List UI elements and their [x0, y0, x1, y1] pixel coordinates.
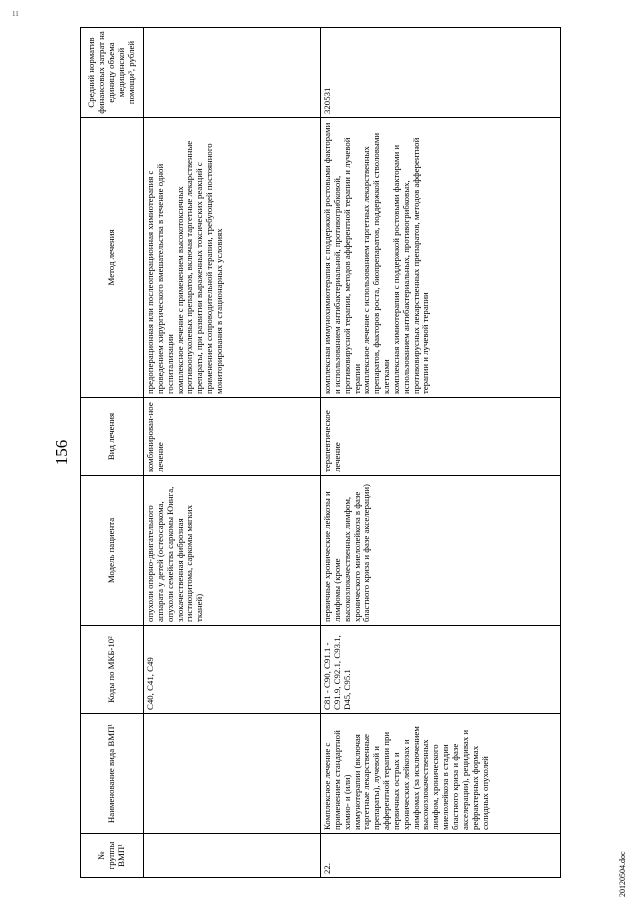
header-treatment-type: Вид лечения — [81, 398, 144, 476]
table-row — [321, 28, 561, 878]
cell-group-number: 22. — [321, 834, 561, 878]
cell-icd-codes: С81 - С90, С91.1 - С91.9, С92.1, С93.1, D45, С95.1 — [321, 626, 561, 714]
method-paragraph: комплексное лечение с применением высокотоксичных противоопухолевых препаратов, включая таргетные лекарственные препараты, при развитии выраженных токсических реакций с применением сопроводительной терапии, требующей постоянного мониторирования в стационарных условиях — [174, 140, 224, 394]
cell-patient-model: опухоли опорно-двигательного аппарата у детей (остеосаркома, опухоли семейства саркомы Юинга, злокачественная фиброзная гистиоцитома, саркомы мягких тканей) — [144, 476, 321, 626]
method-paragraph: предоперационная или послеоперационная химиотерапия с проведением хирургического вмешательства в течение одной госпитализации — [145, 163, 175, 394]
table-row — [144, 28, 321, 878]
cell-vmp-name: Комплексное лечение с применением стандартной химио- и (или) иммунотерапии (включая таргетные лекарственные препараты), лучевой и афферентной терапии при первичных острых и хронических лейкозах и лимфомах (за исключением высокозлокачественных лимфом, хронического миелолейкоза в стадии бластного криза и фазе акселерации), рецидивах и рефрактерных формах солидных опухолей — [321, 714, 561, 834]
cell-treatment-method — [144, 118, 321, 398]
cell-icd-codes: С40, С41, С49 — [144, 626, 321, 714]
page-number: 156 — [52, 439, 71, 466]
header-cost-norm: Средний норматив финансовых затрат на единицу объема медицинской помощи³, рублей — [81, 28, 144, 118]
cell-group-number — [144, 834, 321, 878]
top-corner-mark: 11 — [12, 10, 19, 18]
method-paragraph: комплексное лечение с использованием таргетных лекарственных препаратов, факторов роста, биопрепаратов, поддержкой стволовыми клетками — [361, 132, 392, 394]
table-header-row — [81, 28, 144, 878]
method-paragraph: комплексная иммунохимиотерапия с поддержкой ростовыми факторами и использованием антибактериальной, противогрибковой, противовирусной терапии, методов афферентной терапии и лучевой терапии — [322, 122, 362, 394]
method-paragraph: комплексная химиотерапия с поддержкой ростовыми факторами и использованием антибактериальных, противогрибковых, противовирусных лекарственных препаратов, методов афферентной терапии и лучевой терапии — [390, 137, 431, 394]
document-filename: 20120504.doc — [618, 851, 627, 897]
cell-treatment-type: комбинирован-ное лечение — [144, 398, 321, 476]
header-vmp-name: Наименование вида ВМП¹ — [81, 714, 144, 834]
header-treatment-method: Метод лечения — [81, 118, 144, 398]
header-group-number: № группы ВМП¹ — [81, 834, 144, 878]
cell-treatment-type: терапевтическое лечение — [321, 398, 561, 476]
header-icd-codes: Коды по МКБ-10² — [81, 626, 144, 714]
cell-treatment-method — [321, 118, 561, 398]
cell-vmp-name — [144, 714, 321, 834]
cell-cost-norm — [144, 28, 321, 118]
cell-patient-model: первичные хронические лейкозы и лимфомы (кроме высокозлокачественных лимфом, хронического миелолейкоза в фазе бластного криза и фазе акселерации) — [321, 476, 561, 626]
header-patient-model: Модель пациента — [81, 476, 144, 626]
cell-cost-norm: 320531 — [321, 28, 561, 118]
treatment-table — [80, 27, 561, 878]
